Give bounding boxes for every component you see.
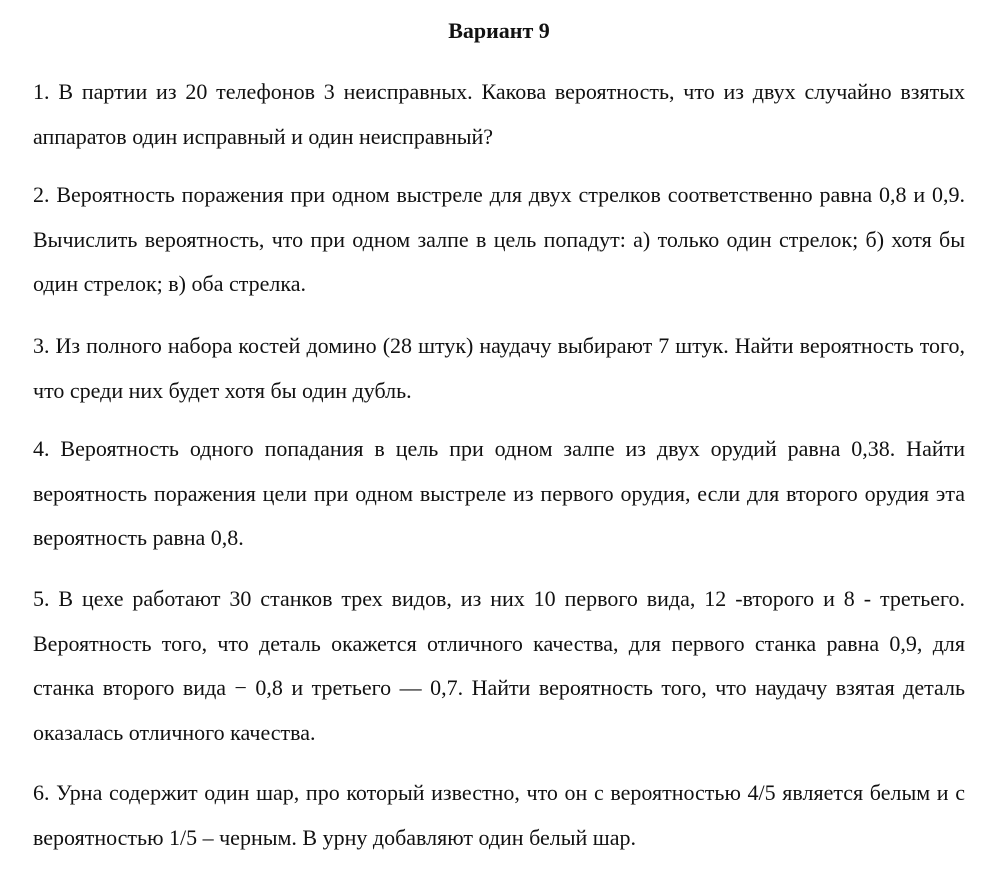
document-page: [33, 0, 965, 850]
problem-5: [33, 577, 965, 755]
problem-2-text: 2. Вероятность поражения при одном выстреле для двух стрелков соответственно равна 0,8 и 0,9. Вычислить вероятность, что при одном залпе в цель попадут: а) только один стрелок; б) хотя бы один стрелок; в) оба стрелка.: [33, 182, 965, 296]
problem-5-text: 5. В цехе работают 30 станков трех видов, из них 10 первого вида, 12 -второго и 8 - третьего. Вероятность того, что деталь окажется отличного качества, для первого станка равна 0,9, для станка второго вида − 0,8 и третьего — 0,7. Найти вероятность того, что наудачу взятая деталь оказалась отличного качества.: [33, 586, 965, 745]
problem-1: [33, 70, 965, 159]
problem-4: [33, 427, 965, 561]
problem-6-text: 6. Урна содержит один шар, про который известно, что он с вероятностью 4/5 является белым и с вероятностью 1/5 – черным. В урну добавляют один белый шар.: [33, 780, 965, 850]
problem-3: [33, 324, 965, 413]
variant-title: Вариант 9: [448, 18, 550, 43]
problem-3-text: 3. Из полного набора костей домино (28 штук) наудачу выбирают 7 штук. Найти вероятность того, что среди них будет хотя бы один дубль.: [33, 333, 965, 403]
problem-2: [33, 173, 965, 307]
problem-4-text: 4. Вероятность одного попадания в цель при одном залпе из двух орудий равна 0,38. Найти вероятность поражения цели при одном выстреле из первого орудия, если для второго орудия эта вероятность равна 0,8.: [33, 436, 965, 550]
problem-6: [33, 771, 965, 860]
problem-1-text: 1. В партии из 20 телефонов 3 неисправных. Какова вероятность, что из двух случайно взятых аппаратов один исправный и один неисправный?: [33, 79, 965, 149]
